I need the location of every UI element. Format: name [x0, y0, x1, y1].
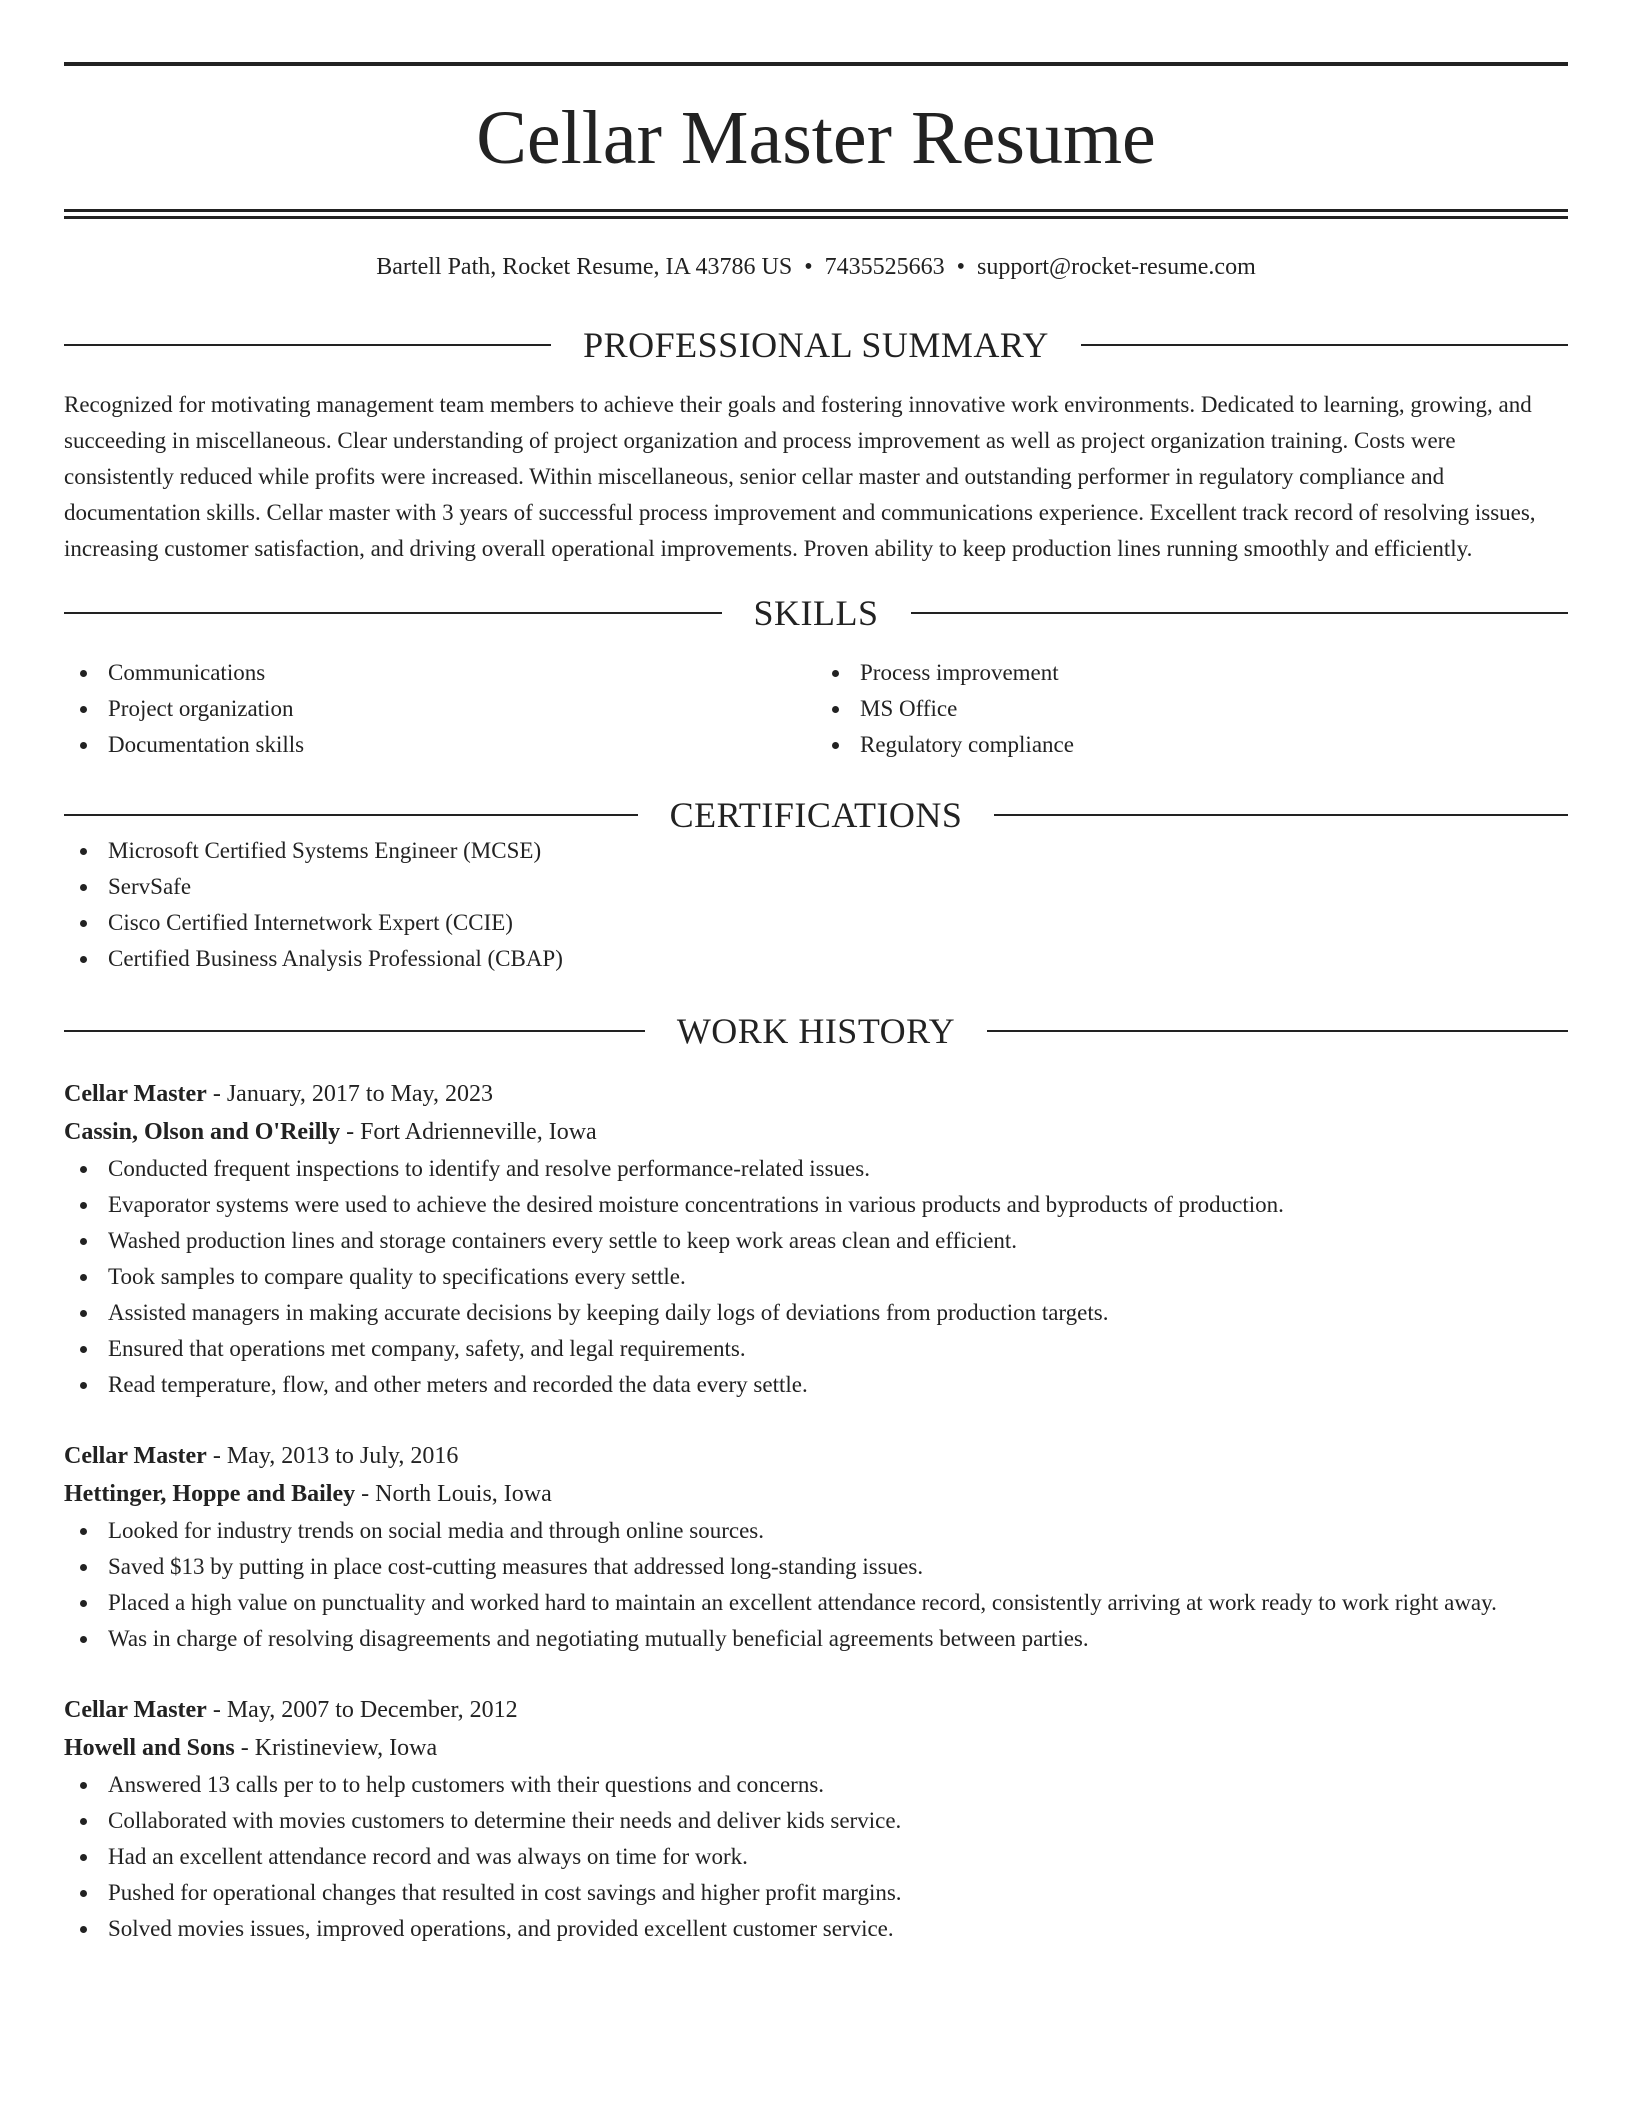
section-divider — [64, 814, 638, 816]
job-role: Cellar Master — [64, 1443, 207, 1469]
contact-phone: 7435525663 — [824, 254, 945, 280]
job-duty-item: Was in charge of resolving disagreements and negotiating mutually beneficial agreements between parties. — [64, 1621, 1568, 1657]
job-duty-item: Washed production lines and storage containers every settle to keep work areas clean and efficient. — [64, 1223, 1568, 1259]
job-title-line — [64, 1075, 1568, 1113]
skill-item: Regulatory compliance — [816, 727, 1568, 763]
job-company: Cassin, Olson and O'Reilly — [64, 1119, 341, 1145]
job-location: - Kristineview, Iowa — [234, 1735, 438, 1761]
skill-item: MS Office — [816, 691, 1568, 727]
skill-item: Documentation skills — [64, 727, 816, 763]
section-header-summary — [64, 327, 1568, 363]
job-title-line — [64, 1691, 1568, 1729]
job-duty-item: Answered 13 calls per to to help customers with their questions and concerns. — [64, 1767, 1568, 1803]
job-dates: - May, 2013 to July, 2016 — [206, 1443, 459, 1469]
job-entry — [64, 1075, 1568, 1403]
section-divider — [64, 344, 551, 346]
certification-item: ServSafe — [64, 869, 1568, 905]
section-header-skills — [64, 595, 1568, 631]
job-duty-item: Evaporator systems were used to achieve the desired moisture concentrations in various products and byproducts of production. — [64, 1187, 1568, 1223]
contact-email: support@rocket-resume.com — [977, 254, 1256, 280]
certification-item: Microsoft Certified Systems Engineer (MCSE) — [64, 833, 1568, 869]
contact-separator: • — [956, 254, 966, 280]
job-location: - North Louis, Iowa — [355, 1481, 552, 1507]
section-divider — [987, 1030, 1568, 1032]
job-role: Cellar Master — [64, 1697, 207, 1723]
skills-column-left — [64, 655, 816, 763]
skills-column-right — [816, 655, 1568, 763]
professional-summary: Recognized for motivating management team members to achieve their goals and fostering innovative work environments. Dedicated to learning, growing, and succeeding in miscellaneous. Clear understanding of project organization and process improvement as well as project organization training. Costs were consistently reduced while profits were increased. Within miscellaneous, senior cellar master and outstanding performer in regulatory compliance and documentation skills. Cellar master with 3 years of successful process improvement and communications experience. Excellent track record of resolving issues, increasing customer satisfaction, and driving overall operational improvements. Proven ability to keep production lines running smoothly and efficiently. — [64, 392, 1536, 561]
skill-item: Project organization — [64, 691, 816, 727]
contact-line — [64, 255, 1568, 279]
job-title-line — [64, 1437, 1568, 1475]
job-company-line — [64, 1475, 1568, 1513]
skill-item: Process improvement — [816, 655, 1568, 691]
section-divider — [911, 612, 1569, 614]
job-duty-item: Looked for industry trends on social media and through online sources. — [64, 1513, 1568, 1549]
job-entry — [64, 1691, 1568, 1947]
job-duty-item: Pushed for operational changes that resulted in cost savings and higher profit margins. — [64, 1875, 1568, 1911]
certifications-list — [64, 833, 1568, 977]
contact-separator: • — [804, 254, 813, 280]
job-company: Howell and Sons — [64, 1735, 235, 1761]
job-location: - Fort Adrienneville, Iowa — [340, 1119, 597, 1145]
certification-item: Cisco Certified Internetwork Expert (CCIE) — [64, 905, 1568, 941]
job-company-line — [64, 1729, 1568, 1767]
section-title-summary: PROFESSIONAL SUMMARY — [583, 325, 1049, 365]
job-company: Hettinger, Hoppe and Bailey — [64, 1481, 356, 1507]
certification-item: Certified Business Analysis Professional (CBAP) — [64, 941, 1568, 977]
job-duties-list — [64, 1767, 1568, 1947]
job-dates: - January, 2017 to May, 2023 — [206, 1081, 493, 1107]
job-duty-item: Ensured that operations met company, safety, and legal requirements. — [64, 1331, 1568, 1367]
job-duty-item: Collaborated with movies customers to determine their needs and deliver kids service. — [64, 1803, 1568, 1839]
job-duty-item: Placed a high value on punctuality and worked hard to maintain an excellent attendance record, consistently arriving at work ready to work right away. — [64, 1585, 1568, 1621]
section-divider — [64, 1030, 645, 1032]
job-duty-item: Conducted frequent inspections to identify and resolve performance-related issues. — [64, 1151, 1568, 1187]
section-title-skills: SKILLS — [753, 593, 879, 633]
job-entry — [64, 1437, 1568, 1657]
job-company-line — [64, 1113, 1568, 1151]
job-duties-list — [64, 1513, 1568, 1657]
skill-item: Communications — [64, 655, 816, 691]
section-divider — [1081, 344, 1568, 346]
section-header-work-history — [64, 1013, 1568, 1049]
title-double-rule — [64, 209, 1568, 219]
contact-address: Bartell Path, Rocket Resume, IA 43786 US — [376, 254, 793, 280]
section-divider — [64, 612, 722, 614]
job-role: Cellar Master — [64, 1081, 207, 1107]
skills-list — [64, 655, 1568, 763]
job-duty-item: Read temperature, flow, and other meters and recorded the data every settle. — [64, 1367, 1568, 1403]
section-title-work-history: WORK HISTORY — [676, 1011, 956, 1051]
job-dates: - May, 2007 to December, 2012 — [206, 1697, 518, 1723]
top-rule — [64, 62, 1568, 66]
section-header-certifications — [64, 797, 1568, 833]
job-duty-item: Took samples to compare quality to specifications every settle. — [64, 1259, 1568, 1295]
job-duty-item: Solved movies issues, improved operations, and provided excellent customer service. — [64, 1911, 1568, 1947]
job-duty-item: Had an excellent attendance record and was always on time for work. — [64, 1839, 1568, 1875]
resume-title: Cellar Master Resume — [476, 96, 1156, 180]
job-duty-item: Assisted managers in making accurate decisions by keeping daily logs of deviations from production targets. — [64, 1295, 1568, 1331]
section-divider — [994, 814, 1568, 816]
section-title-certifications: CERTIFICATIONS — [669, 795, 963, 835]
job-duty-item: Saved $13 by putting in place cost-cutting measures that addressed long-standing issues. — [64, 1549, 1568, 1585]
resume-page — [64, 62, 1568, 1947]
job-duties-list — [64, 1151, 1568, 1403]
